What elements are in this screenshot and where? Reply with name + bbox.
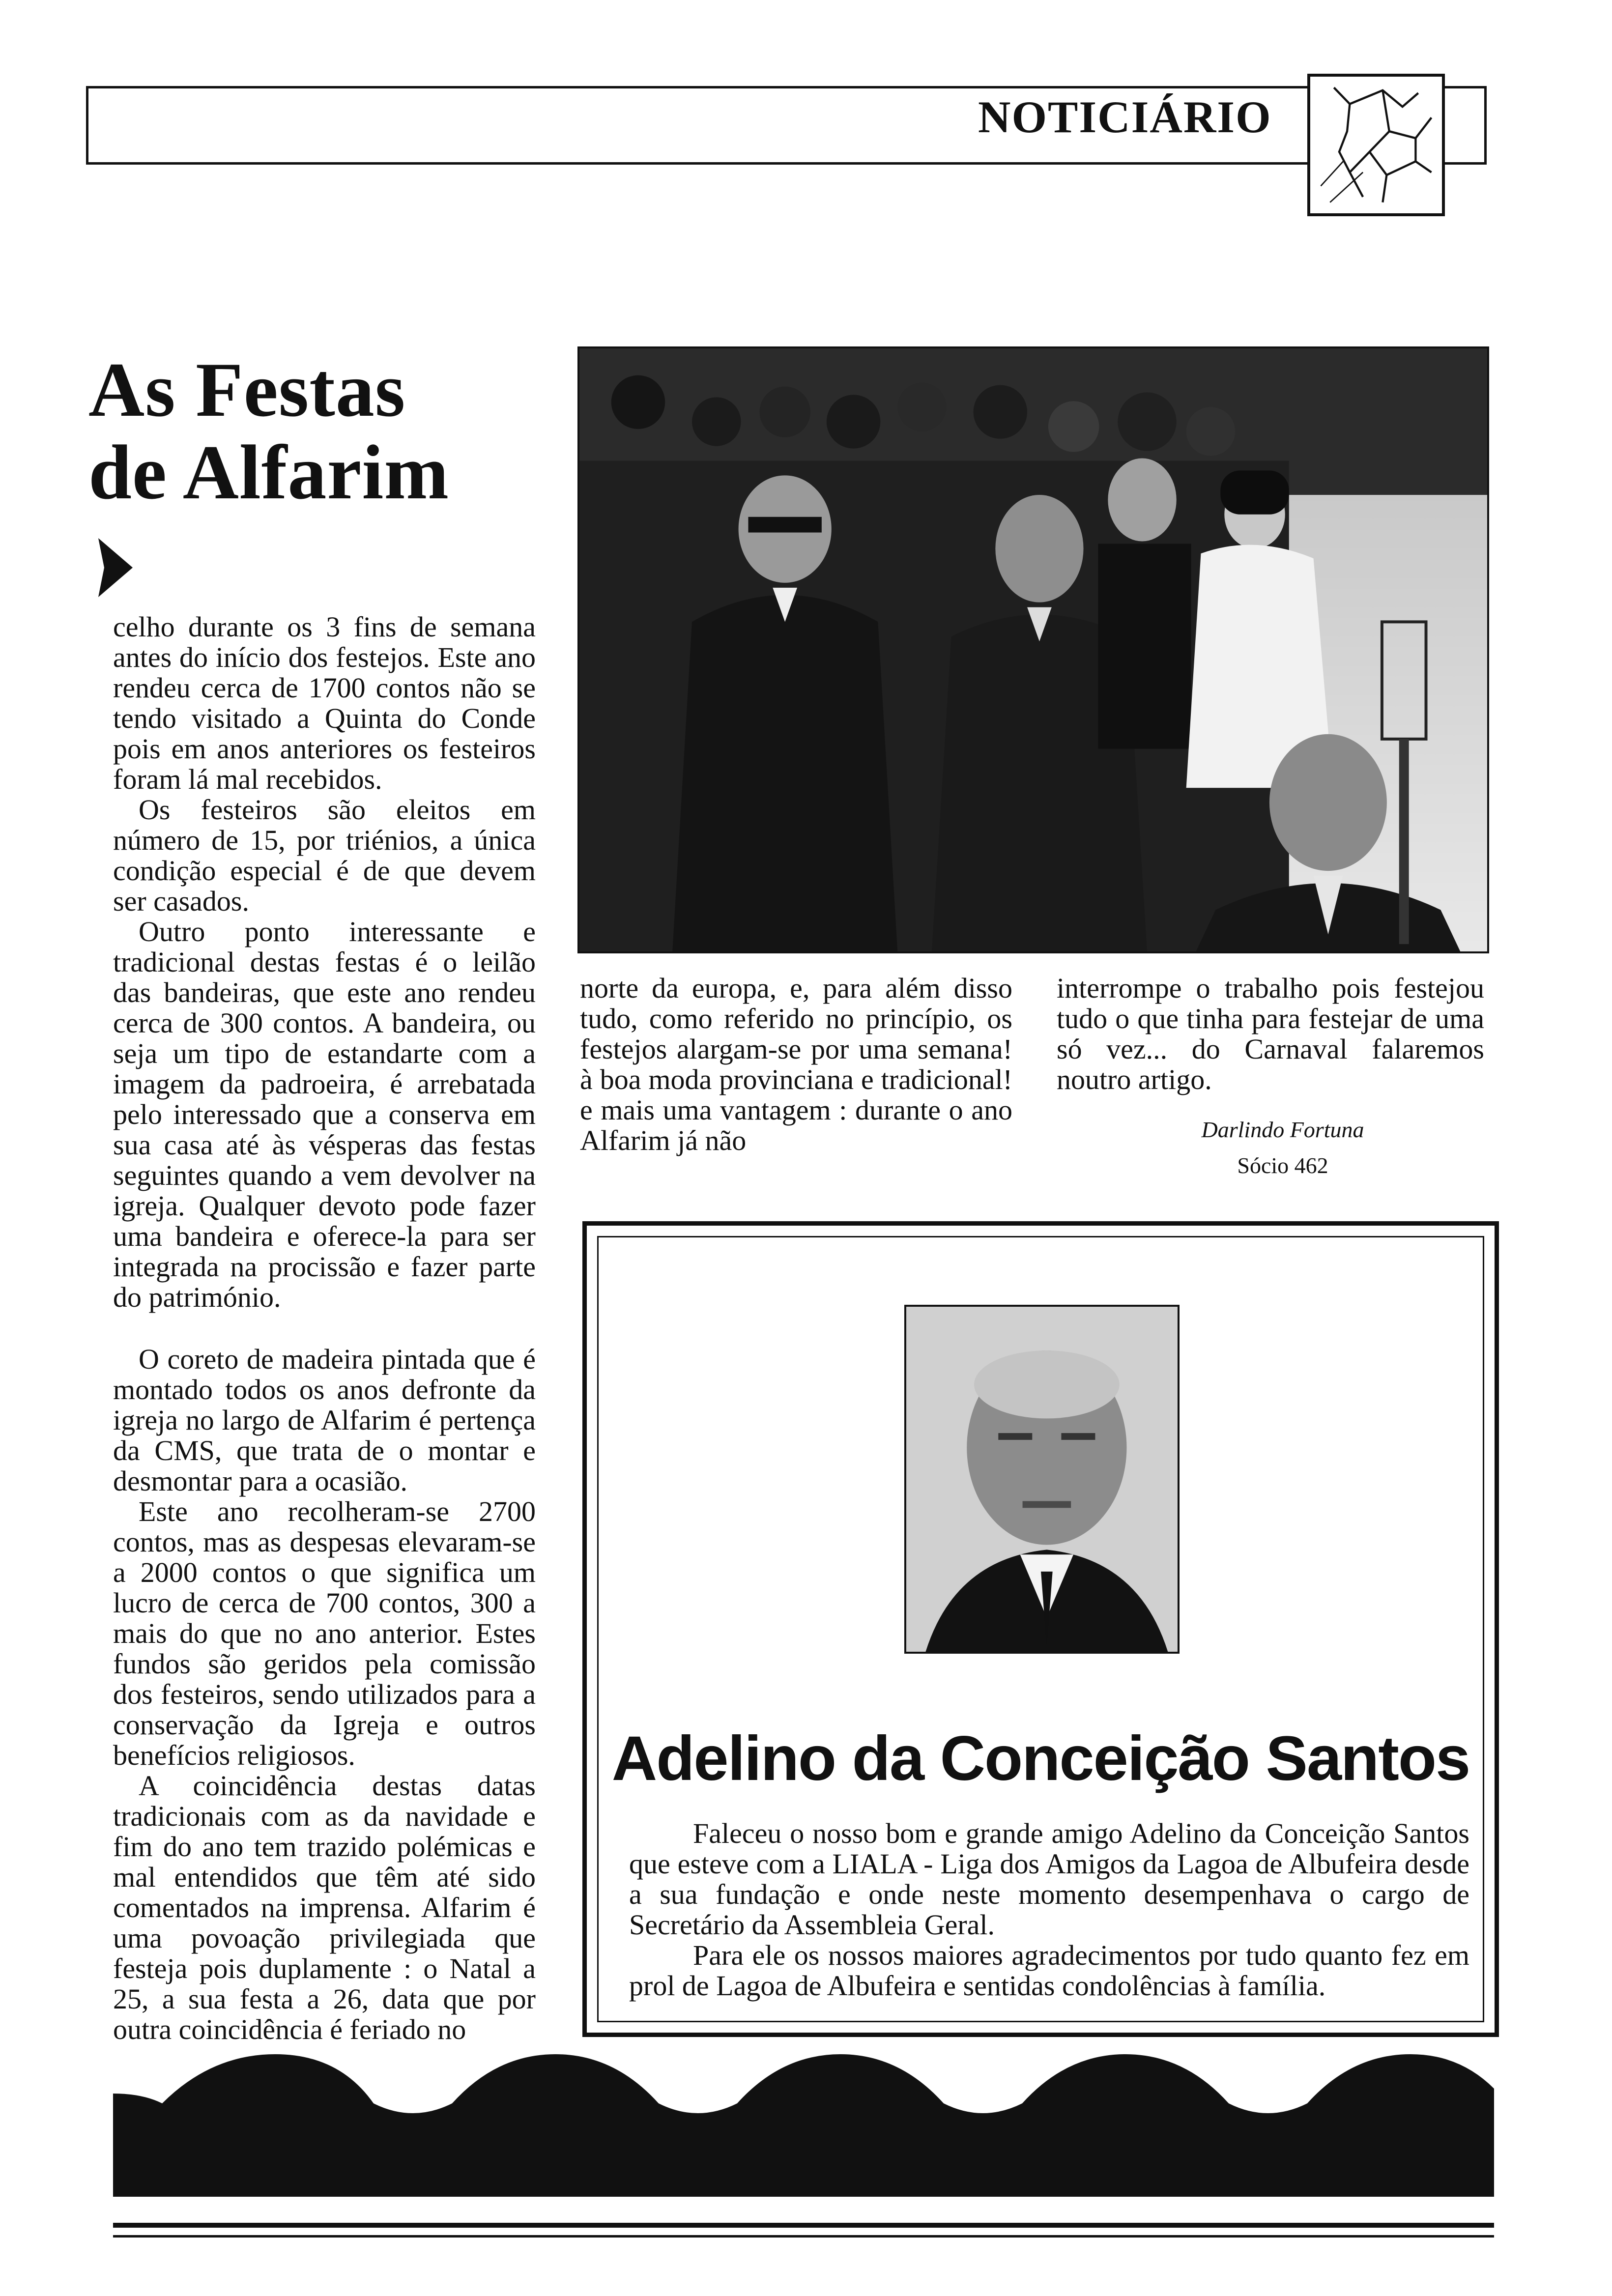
wave-decoration (113, 2049, 1494, 2197)
article-column-2 (580, 973, 1012, 1156)
article-column-1b (113, 1344, 536, 2045)
paragraph: O coreto de madeira pintada que é montado todos os anos defronte da igreja no largo de Alfarim é pertença da CMS, que trata de o montar e desmontar para a ocasião. (113, 1343, 536, 1497)
arrow-right-icon (93, 536, 138, 600)
article-column-1a (113, 612, 536, 1313)
author-name: Darlindo Fortuna (1201, 1117, 1364, 1142)
paragraph: Os festeiros são eleitos em número de 15, por triénios, a única condição especial é de que devem ser casados. (113, 794, 536, 917)
headline-line-1: As Festas (88, 347, 406, 433)
author-member-number: Sócio 462 (1237, 1153, 1328, 1178)
paragraph: Outro ponto interessante e tradicional destas festas é o leilão das bandeiras, que este ano rendeu cerca de 300 contos. A bandeira, ou seja um tipo de estandarte com a imagem da padroeira, é arrebatada pelo interessado que a conserva em sua casa até às vésperas das festas seguintes quando a vem devolver na igreja. Qualquer devoto pode fazer uma bandeira e oferece-la para ser integrada na procissão e fazer parte do património. (113, 916, 536, 1313)
paragraph: celho durante os 3 fins de semana antes do início dos festejos. Este ano rendeu cerca de 1700 contos não se tendo visitado a Quinta do Conde pois em anos anteriores os festeiros foram lá mal recebidos. (113, 611, 536, 795)
bottom-rule-thin (113, 2235, 1494, 2238)
article-headline (88, 349, 531, 514)
obituary-name: Adelino da Conceição Santos (611, 1723, 1470, 1794)
paragraph: norte da europa, e, para além disso tudo, como referido no princípio, os festejos alargam-se por uma semana! à boa moda provinciana e tradicional! e mais uma vantagem : durante o ano Alfarim já não (580, 972, 1012, 1156)
obituary-portrait-photo (904, 1305, 1180, 1654)
paragraph: Este ano recolheram-se 2700 contos, mas as despesas elevaram-se a 2000 contos o que significa um lucro de cerca de 700 contos, 300 a mais do que no ano anterior. Estes fundos são geridos pela comissão dos festeiros, sendo utilizados para a conservação da Igreja e outros benefícios religiosos. (113, 1495, 536, 1771)
article-column-3 (1057, 973, 1484, 1095)
header-bar (86, 86, 1487, 165)
paragraph: interrompe o trabalho pois festejou tudo o que tinha para festejar de uma só vez... do Carnaval falaremos noutro artigo. (1057, 972, 1484, 1095)
paragraph: Faleceu o nosso bom e grande amigo Adelino da Conceição Santos que esteve com a LIALA - Liga dos Amigos da Lagoa de Albufeira desde a sua fundação e onde neste momento desempenhava o cargo de Secretário da Assembleia Geral. (629, 1817, 1469, 1941)
paragraph: Para ele os nossos maiores agradecimentos por tudo quanto fez em prol de Lagoa de Albufeira e sentidas condolências à família. (629, 1939, 1469, 2002)
section-title: NOTICIÁRIO (978, 92, 1272, 142)
festival-crowd-photo (577, 346, 1489, 953)
headline-line-2: de Alfarim (88, 430, 450, 516)
map-icon (1307, 74, 1445, 216)
bottom-rule-thick (113, 2223, 1494, 2228)
paragraph: A coincidência destas datas tradicionais com as da navidade e fim do ano tem trazido polémicas e mal entendidos que têm até sido comentados na imprensa. Alfarim é uma povoação privilegiada que festeja pois duplamente : o Natal a 25, a sua festa a 26, data que por outra coincidência é feriado no (113, 1770, 536, 2045)
obituary-text (629, 1818, 1469, 2001)
